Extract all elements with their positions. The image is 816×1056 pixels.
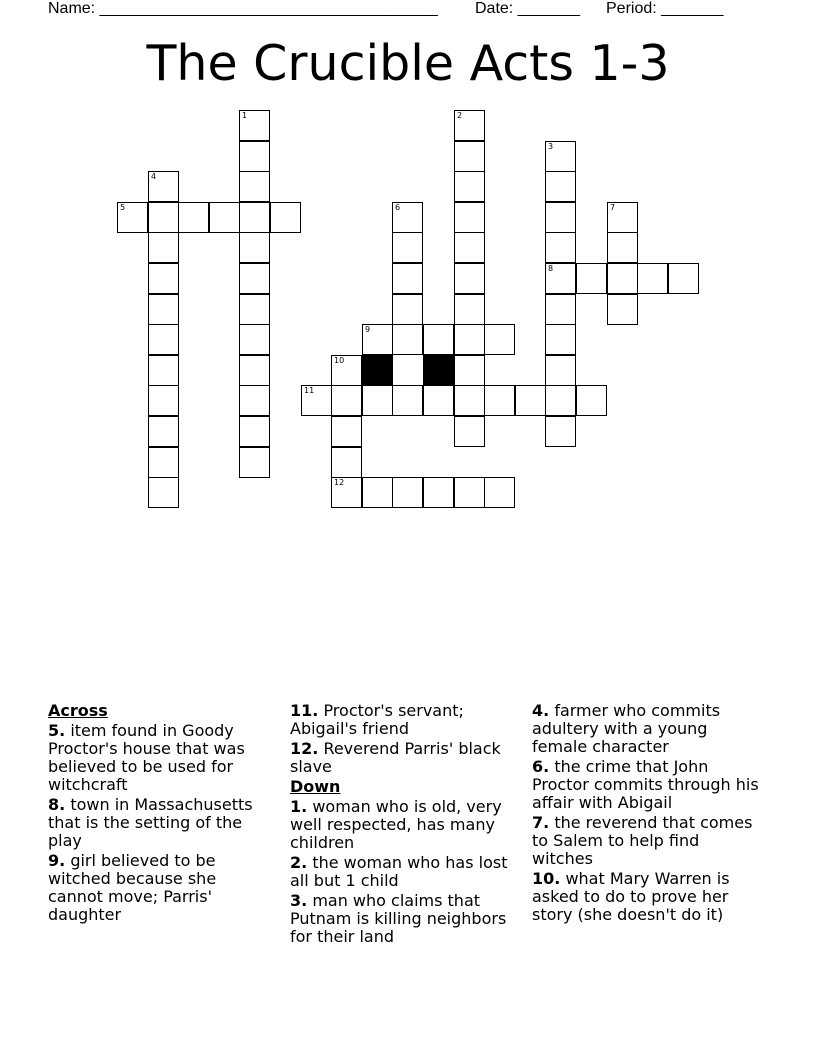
grid-cell[interactable] (545, 294, 576, 325)
grid-cell[interactable] (454, 141, 485, 172)
grid-cell[interactable] (239, 324, 270, 355)
grid-cell[interactable] (392, 294, 423, 325)
grid-cell[interactable] (331, 416, 362, 447)
grid-cell[interactable] (270, 202, 301, 233)
grid-cell[interactable] (239, 447, 270, 478)
grid-cell[interactable] (545, 141, 576, 172)
clue-down-6: 6. the crime that John Proctor commits through his affair with Abigail (532, 757, 759, 812)
grid-cell[interactable] (239, 171, 270, 202)
grid-cell[interactable] (209, 202, 240, 233)
cell-number: 11 (304, 386, 315, 395)
grid-cell[interactable] (392, 202, 423, 233)
grid-cell[interactable] (454, 263, 485, 294)
grid-cell[interactable] (545, 232, 576, 263)
grid-block-cell (423, 355, 454, 386)
grid-cell[interactable] (545, 171, 576, 202)
grid-cell[interactable] (301, 385, 332, 416)
grid-cell[interactable] (392, 232, 423, 263)
clue-across-11: 11. Proctor's servant; Abigail's friend (290, 701, 464, 738)
name-blank[interactable]: ______________________________________ (99, 0, 438, 17)
clue-down-1: 1. woman who is old, very well respected, has many children (290, 797, 502, 852)
grid-cell[interactable] (331, 355, 362, 386)
grid-cell[interactable] (392, 477, 423, 508)
date-blank[interactable]: _______ (517, 0, 580, 17)
grid-cell[interactable] (454, 294, 485, 325)
grid-cell[interactable] (148, 263, 179, 294)
grid-cell[interactable] (454, 232, 485, 263)
grid-cell[interactable] (576, 263, 607, 294)
grid-cell[interactable] (607, 263, 638, 294)
cell-number: 12 (334, 478, 345, 487)
grid-cell[interactable] (607, 294, 638, 325)
cell-number: 7 (610, 203, 616, 212)
cell-number: 6 (395, 203, 401, 212)
clue-across-12: 12. Reverend Parris' black slave (290, 739, 501, 776)
grid-cell[interactable] (331, 477, 362, 508)
clue-column-2 (290, 702, 520, 948)
name-label: Name: (48, 0, 96, 17)
grid-cell[interactable] (331, 385, 362, 416)
grid-cell[interactable] (362, 385, 393, 416)
clue-down-3: 3. man who claims that Putnam is killing neighbors for their land (290, 891, 507, 946)
grid-cell[interactable] (148, 294, 179, 325)
grid-cell[interactable] (454, 324, 485, 355)
grid-cell[interactable] (239, 202, 270, 233)
grid-cell[interactable] (454, 385, 485, 416)
grid-cell[interactable] (239, 355, 270, 386)
grid-cell[interactable] (392, 324, 423, 355)
date-label: Date: (475, 0, 514, 17)
grid-cell[interactable] (239, 232, 270, 263)
cell-number: 1 (242, 111, 248, 120)
clue-across-5: 5. item found in Goody Proctor's house that was believed to be used for witchcraft (48, 721, 245, 794)
grid-cell[interactable] (607, 202, 638, 233)
grid-cell[interactable] (117, 202, 148, 233)
grid-cell[interactable] (454, 416, 485, 447)
grid-cell[interactable] (515, 385, 546, 416)
clue-down-4: 4. farmer who commits adultery with a young female character (532, 701, 721, 756)
grid-cell[interactable] (454, 477, 485, 508)
grid-cell[interactable] (454, 110, 485, 141)
clue-column-1 (48, 702, 268, 926)
grid-cell[interactable] (148, 324, 179, 355)
grid-cell[interactable] (239, 385, 270, 416)
grid-cell[interactable] (148, 232, 179, 263)
grid-cell[interactable] (148, 171, 179, 202)
across-heading: Across (48, 701, 108, 720)
grid-cell[interactable] (484, 477, 515, 508)
clue-column-3 (532, 702, 762, 926)
grid-cell[interactable] (668, 263, 699, 294)
grid-cell[interactable] (239, 263, 270, 294)
grid-cell[interactable] (545, 355, 576, 386)
grid-cell[interactable] (392, 385, 423, 416)
grid-cell[interactable] (239, 416, 270, 447)
grid-cell[interactable] (607, 232, 638, 263)
grid-cell[interactable] (576, 385, 607, 416)
grid-cell[interactable] (239, 141, 270, 172)
grid-cell[interactable] (392, 263, 423, 294)
cell-number: 5 (120, 203, 126, 212)
grid-cell[interactable] (148, 202, 179, 233)
grid-cell[interactable] (148, 447, 179, 478)
cell-number: 8 (548, 264, 554, 273)
grid-cell[interactable] (239, 110, 270, 141)
grid-cell[interactable] (454, 202, 485, 233)
grid-cell[interactable] (545, 416, 576, 447)
grid-cell[interactable] (331, 447, 362, 478)
grid-cell[interactable] (484, 385, 515, 416)
cell-number: 9 (365, 325, 371, 334)
grid-cell[interactable] (362, 324, 393, 355)
grid-cell[interactable] (148, 416, 179, 447)
grid-cell[interactable] (423, 477, 454, 508)
grid-cell[interactable] (484, 324, 515, 355)
grid-cell[interactable] (423, 324, 454, 355)
grid-cell[interactable] (239, 294, 270, 325)
cell-number: 10 (334, 356, 345, 365)
period-label: Period: (606, 0, 657, 17)
grid-cell[interactable] (545, 202, 576, 233)
grid-cell[interactable] (148, 355, 179, 386)
clue-down-10: 10. what Mary Warren is asked to do to prove her story (she doesn't do it) (532, 869, 730, 924)
page-title: The Crucible Acts 1-3 (146, 35, 670, 92)
grid-cell[interactable] (148, 385, 179, 416)
grid-cell[interactable] (454, 355, 485, 386)
period-blank[interactable]: _______ (661, 0, 724, 17)
grid-cell[interactable] (423, 385, 454, 416)
down-heading: Down (290, 777, 341, 796)
grid-cell[interactable] (454, 171, 485, 202)
grid-cell[interactable] (637, 263, 668, 294)
clue-down-7: 7. the reverend that comes to Salem to help find witches (532, 813, 753, 868)
grid-cell[interactable] (178, 202, 209, 233)
grid-cell[interactable] (362, 477, 393, 508)
grid-cell[interactable] (545, 385, 576, 416)
grid-cell[interactable] (545, 263, 576, 294)
clue-across-8: 8. town in Massachusetts that is the setting of the play (48, 795, 253, 850)
grid-cell[interactable] (148, 477, 179, 508)
grid-cell[interactable] (545, 324, 576, 355)
cell-number: 3 (548, 142, 554, 151)
grid-block-cell (362, 355, 393, 386)
cell-number: 2 (457, 111, 463, 120)
cell-number: 4 (151, 172, 157, 181)
clue-down-2: 2. the woman who has lost all but 1 child (290, 853, 508, 890)
clue-across-9: 9. girl believed to be witched because she cannot move; Parris' daughter (48, 851, 217, 924)
